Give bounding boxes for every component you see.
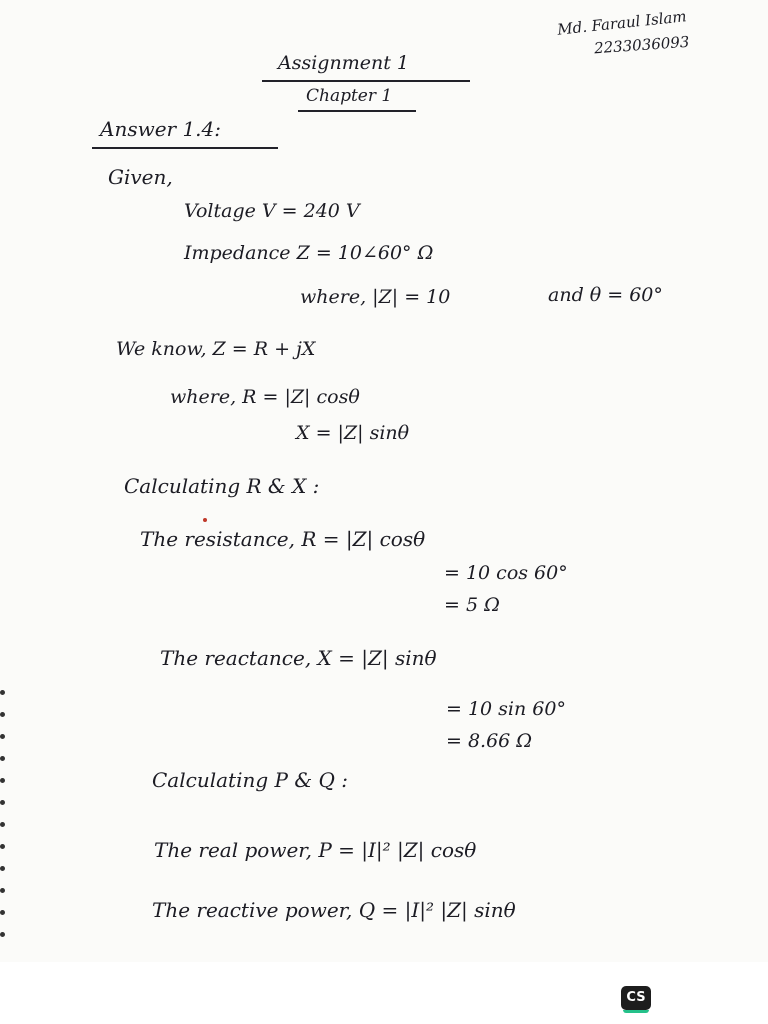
reactance-step-1: = 10 sin 60°	[446, 698, 566, 720]
camscanner-logo-icon: CS	[621, 986, 651, 1010]
real-power-line: The real power, P = |I|² |Z| cosθ	[154, 838, 477, 862]
author-name: Md. Faraul Islam	[556, 7, 688, 39]
given-theta: and θ = 60°	[548, 284, 663, 306]
resistance-line: The resistance, R = |Z| cosθ	[140, 527, 426, 551]
resistance-step-2: = 5 Ω	[444, 594, 500, 616]
binding-holes	[0, 690, 6, 960]
calc-pq-heading: Calculating P & Q :	[152, 768, 348, 792]
reactance-line: The reactance, X = |Z| sinθ	[160, 646, 437, 670]
x-definition: X = |Z| sinθ	[296, 422, 410, 444]
given-voltage: Voltage V = 240 V	[184, 200, 360, 222]
given-magnitude: where, |Z| = 10	[300, 286, 451, 308]
answer-underline	[92, 147, 278, 149]
chapter-underline	[298, 110, 416, 112]
title-underline	[262, 80, 470, 82]
resistance-step-1: = 10 cos 60°	[444, 562, 568, 584]
given-impedance: Impedance Z = 10∠60° Ω	[184, 242, 434, 264]
given-label: Given,	[108, 165, 173, 189]
calc-rx-heading: Calculating R & X :	[124, 474, 320, 498]
author-id: 2233036093	[593, 32, 690, 58]
assignment-title: Assignment 1	[278, 52, 409, 74]
chapter-title: Chapter 1	[306, 86, 393, 106]
ink-spot	[203, 518, 207, 522]
reactive-power-line: The reactive power, Q = |I|² |Z| sinθ	[152, 898, 516, 922]
known-relation: We know, Z = R + jX	[116, 338, 316, 360]
reactance-step-2: = 8.66 Ω	[446, 730, 533, 752]
r-definition: where, R = |Z| cosθ	[170, 386, 360, 408]
answer-heading: Answer 1.4:	[100, 117, 222, 141]
